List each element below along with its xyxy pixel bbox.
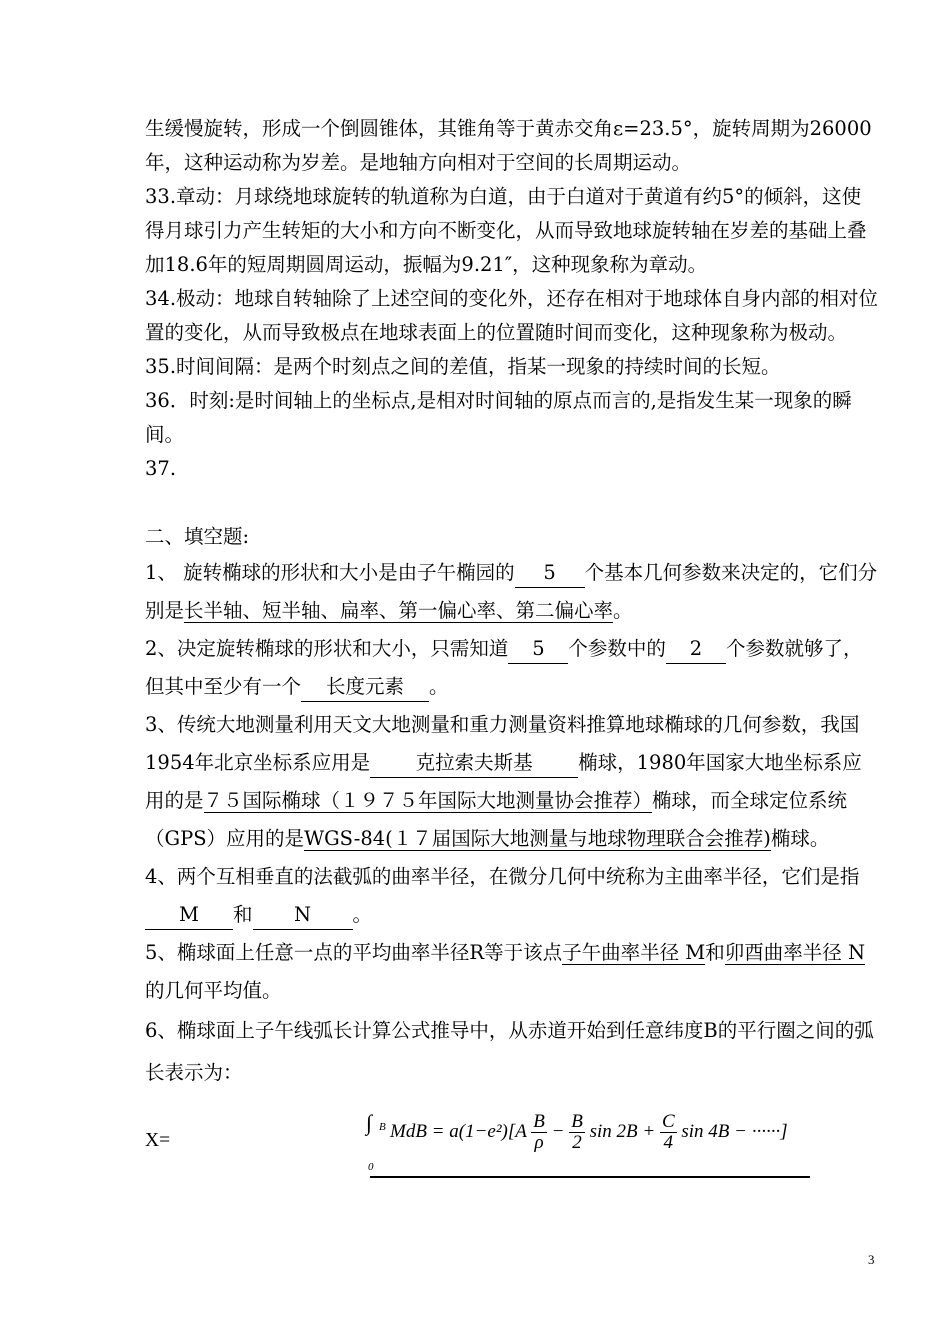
q2-text-d: 。 (429, 675, 449, 698)
paragraph-time-interval: 35.时间间隔：是两个时刻点之间的差值，指某一现象的持续时间的长短。 (145, 355, 781, 378)
question-2 (145, 630, 880, 706)
q5-text-a: 5、椭球面上任意一点的平均曲率半径R等于该点 (145, 941, 563, 964)
frac3-den: 4 (663, 1132, 674, 1153)
integral-lower-limit: 0 (368, 1161, 374, 1173)
page-number: 3 (868, 1252, 875, 1267)
formula-mid: sin 2B + (589, 1120, 656, 1142)
formula-part-1: MdB = a(1−e²)[A (390, 1120, 527, 1142)
q1-text-c: 。 (613, 599, 633, 622)
q2-blank-3: 长度元素 (301, 673, 429, 702)
paragraph-polar-motion: 34.极动：地球自转轴除了上述空间的变化外，还存在相对于地球体自身内部的相对位置的变化，从而导致极点在地球表面上的位置随时间而变化，这种现象称为极动。 (145, 287, 879, 344)
section-title: 二、填空题: (145, 525, 250, 548)
q3-blank-1: 克拉索夫斯基 (370, 749, 578, 778)
question-5 (145, 934, 880, 1010)
integral-upper-limit: B (379, 1121, 386, 1133)
question-1 (145, 554, 880, 630)
formula-lead: X= (145, 1130, 171, 1151)
formula-minus: − (551, 1120, 565, 1142)
q1-text-a: 1、 旋转椭球的形状和大小是由子午椭园的 (145, 561, 515, 584)
question-4 (145, 858, 880, 934)
q4-text-c: 。 (352, 903, 373, 926)
q3-blank-3: WGS-84(１７届国际大地测量与地球物理联合会推荐) (304, 827, 771, 850)
q5-text-c: 的几何平均值。 (145, 979, 282, 1002)
paragraph-time-moment: 36．时刻:是时间轴上的坐标点,是相对时间轴的原点而言的,是指发生某一现象的瞬间。 (145, 389, 852, 446)
formula-tail: sin 4B − ······] (681, 1120, 788, 1142)
q5-blank-1: 子午曲率半径 M (562, 941, 706, 964)
fraction-b-over-2 (569, 1112, 585, 1153)
document-body (145, 112, 880, 1178)
q4-blank-1: M (145, 901, 233, 930)
q1-text-b: 个基本几何参数来决定的，它们分别是 (145, 561, 878, 622)
paragraph-37: 37. (145, 457, 177, 480)
integral-sign: ∫ (366, 1110, 373, 1135)
formula-body (390, 1112, 788, 1153)
fraction-b-over-rho (531, 1112, 547, 1153)
formula-row (145, 1106, 880, 1178)
q3-text-d: 椭球。 (770, 827, 830, 850)
q4-text-b: 和 (233, 903, 253, 926)
q4-text-a: 4、两个互相垂直的法截弧的曲率半径，在微分几何中统称为主曲率半径，它们是指 (145, 865, 860, 888)
frac1-num: B (533, 1111, 545, 1132)
q3-text-a: 3、传统大地测量利用天文大地测量和重力测量资料推算地球椭球的几何参数，我国1954年北京坐标系应用是 (145, 713, 860, 774)
paragraph-precession: 生缓慢旋转，形成一个倒圆锥体，其锥角等于黄赤交角ε=23.5°，旋转周期为26000年，这种运动称为岁差。是地轴方向相对于空间的长周期运动。 (145, 117, 872, 174)
spacer (145, 486, 880, 520)
frac1-den: ρ (534, 1132, 544, 1153)
fraction-c-over-4 (660, 1112, 677, 1153)
q4-blank-2: N (253, 901, 353, 930)
question-3 (145, 706, 880, 858)
frac3-num: C (661, 1111, 675, 1132)
frac2-num: B (571, 1111, 583, 1132)
meridian-arc-formula (145, 1106, 810, 1178)
q2-text-a: 2、决定旋转椭球的形状和大小，只需知道 (145, 637, 509, 660)
q5-blank-2: 卯酉曲率半径 N (724, 941, 866, 964)
paragraph-nutation: 33.章动：月球绕地球旋转的轨道称为白道，由于白道对于黄道有约5°的倾斜，这使得月球引力产生转矩的大小和方向不断变化，从而导致地球旋转轴在岁差的基础上叠加18.6年的短周期圆周运动，振幅为9.21″，这种现象称为章动。 (145, 185, 867, 276)
q3-text-b: 椭球，1980年国家大地坐标系应用的是 (145, 751, 862, 812)
q2-blank-2: 2 (666, 635, 726, 664)
q1-blank-1: 5 (515, 559, 585, 588)
q3-blank-2: ７５国际椭球（１９７５年国际大地测量协会推荐） (203, 789, 653, 812)
q2-blank-1: 5 (508, 635, 568, 664)
q2-text-b: 个参数中的 (568, 637, 666, 660)
q5-text-b: 和 (705, 941, 725, 964)
frac2-den: 2 (572, 1132, 582, 1153)
question-6: 6、椭球面上子午线弧长计算公式推导中，从赤道开始到任意纬度B的平行圈之间的弧长表示为： (145, 1019, 874, 1084)
q1-blank-2: 长半轴、短半轴、扁率、第一偏心率、第二偏心率 (184, 599, 614, 622)
q2-text-c: 个参数就够了，但其中至少有一个 (145, 637, 863, 698)
q3-text-c: 椭球，而全球定位系统（GPS）应用的是 (145, 789, 848, 850)
